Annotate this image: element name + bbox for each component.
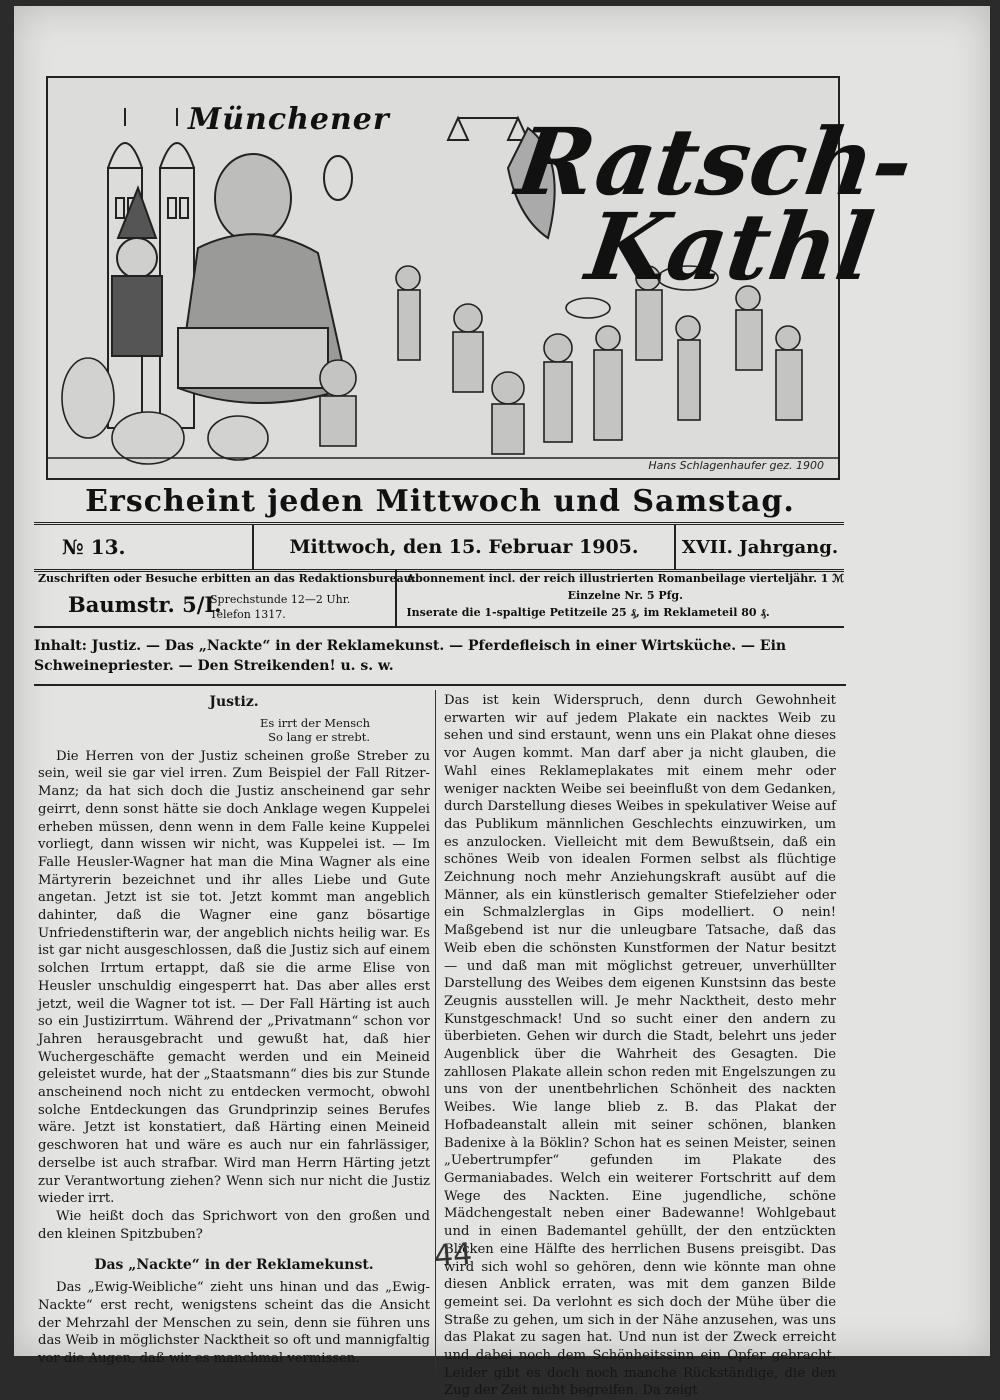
masthead-illustration [46, 76, 920, 480]
handwritten-page-number: 44 [432, 1236, 474, 1275]
article-justiz-title: Justiz. [209, 694, 259, 710]
newspaper-page [14, 6, 990, 1399]
column-left [38, 692, 430, 1368]
masthead-title-muenchener: Münchener [188, 102, 390, 137]
phone-text: Telefon 1317. [210, 608, 286, 621]
masthead-title-kathl: Kathl [580, 193, 880, 301]
motto-line-1: Es irrt der Mensch [260, 715, 370, 730]
issue-year: XVII. Jahrgang. [681, 536, 839, 558]
office-hours [210, 592, 350, 622]
article-nackte-title: Das „Nackte“ in der Reklamekunst. [94, 1257, 374, 1274]
issue-date: Mittwoch, den 15. Februar 1905. [254, 525, 676, 569]
masthead-signature: Hans Schlagenhaufer gez. 1900 [648, 459, 824, 472]
contact-line: Zuschriften oder Besuche erbitten an das Redaktionsbureau: [38, 572, 416, 585]
tagline: Erscheint jeden Mittwoch und Samstag. [85, 484, 795, 519]
motto-line-2: So lang er strebt. [268, 729, 370, 744]
table-of-contents: Inhalt: Justiz. — Das „Nackte“ in der Reklamekunst. — Pferdefleisch in einer Wirtsküche. — Ein Schweinepriester. — Den Streikenden! u. s. w. [34, 636, 846, 686]
masthead-title-ratsch: Ratsch- [510, 108, 920, 216]
ad-rates: Inserate die 1-spaltige Petitzeile 25 ₰, im Reklameteil 80 ₰. [406, 606, 770, 619]
issue-bar [34, 522, 844, 572]
info-bar [34, 570, 844, 628]
article-justiz-paragraph: Die Herren von der Justiz scheinen große Streber zu sein, weil sie gar viel irren. Zum Beispiel der Fall Ritzer-Manz; da hat sich doch die Justiz anscheinend gar sehr geirrt, denn sonst hätte sie doch Anklage wegen Kuppelei erheben müssen, denn wenn in dem Falle keine Kuppelei vorliegt, dann wissen wir nicht, was Kuppelei ist. — Im Falle Heusler-Wagner hat man die Mina Wagner als eine Märtyrerin bezeichnet und ihr alles Liebe und Gute angetan. Jetzt ist sie tot. Jetzt kommt man angeblich dahinter, daß die Wagner eine ganz bösartige Unfriedenstifterin war, der angeblich nichts heilig war. Es ist gar nicht ausgeschlossen, daß die Justiz sich auf einem solchen Irrtum ertappt, daß sie die arme Elise von Heusler unschuldig eingesperrt hat. Das aber alles erst jetzt, weil die Wagner tot ist. — Der Fall Härting ist auch so ein Justizirrtum. Während der „Privatmann“ schon vor Jahren herausgebracht und gewußt hat, daß hier Wuchergeschäfte gemacht werden und ein Meineid geleistet wurde, hat der „Staatsmann“ dies bis zur Stunde anscheinend noch nicht zu entdecken vermocht, obwohl solche Entdeckungen das Grundprinzip seines Berufes wäre. Jetzt ist konstatiert, daß Härting einen Meineid geschworen hat und wäre es auch nur ein fahrlässiger, derselbe ist auch strafbar. Wird man Herrn Härting jetzt zur Verantwortung ziehen? Wenn sich nur nicht die Justiz wieder irrt. [38, 748, 430, 1207]
subscription-price: Abonnement incl. der reich illustrierten Romanbeilage vierteljähr. 1 ℳ [406, 572, 844, 585]
pricing-info [397, 570, 844, 626]
office-hours-text: Sprechstunde 12—2 Uhr. [210, 593, 351, 606]
editorial-contact [34, 570, 416, 626]
article-nackte-paragraph-2: Das ist kein Widerspruch, denn durch Gewohnheit erwarten wir auf jedem Plakate ein nacktes Weib zu sehen und sind erstaunt, wenn uns ein Plakat ohne dieses vor Augen kommt. Man darf aber ja nicht glauben, die Wahl eines Reklameplakates mit einem mehr oder weniger nackten Weibe sei beeinflußt von dem Gedanken, durch Darstellung dieses Weibes in spekulativer Weise auf das Publikum männlichen Geschlechts einzuwirken, um es anzulocken. Vielleicht mit dem Bewußtsein, daß ein schönes Weib von idealen Formen selbst als flüchtige Zeichnung noch mehr Anziehungskraft ausübt auf die Männer, als ein künstlerisch gemalter Stiefelzieher oder ein Schmalzlerglas in Gips modelliert. O nein! Maßgebend ist nur die unleugbare Tatsache, daß das Weib eben die schönsten Kunstformen der Natur besitzt — und daß man mit möglichst getreuer, unverhüllter Darstellung des Weibes dem eigenen Kunstsinn das beste Zeugnis ausstellen will. Je mehr Nacktheit, desto mehr Kunstgeschmack! Und so sucht einer den andern zu überbieten. Gehen wir durch die Stadt, belehrt uns jeder Augenblick über die Wahrheit des Gesagten. Die zahllosen Plakate allein schon reden mit Engelszungen zu uns von der unentbehrlichen Schönheit des nackten Weibes. Wie lange blieb z. B. das Plakat der Hofbadeanstalt allein mit seiner schönen, blanken Badenixe à la Böklin? Schon hat es seinen Meister, seinen „Uebertrumpfer“ gefunden im Plakate des Germaniabades. Welch ein weiterer Fortschritt auf dem Wege des Nackten. Eine jugendliche, schöne Mädchengestalt neben einer Badewanne! Wohlgebaut und in einen Bademantel gehüllt, der den entzückten Blicken eine Hälfte des herrlichen Busens preisgibt. Das wird sich wohl so gehören, denn wie könnte man ohne diesen Anblick erraten, was mit dem ganzen Bilde gemeint sei. Da verlohnt es sich doch der Mühe über die Straße zu gehen, um sich in der Nähe anzusehen, was uns das Plakat zu sagen hat. Und nun ist der Zweck erreicht und dabei noch dem Schönheitssinn ein Opfer gebracht. Leider gibt es doch noch manche Rückständige, die den Zug der Zeit nicht begreifen. Da zeigt [444, 693, 836, 1399]
editorial-address: Baumstr. 5/I. [68, 592, 222, 617]
column-right [444, 692, 836, 1400]
issue-number: № 13. [34, 525, 254, 569]
single-issue-price: Einzelne Nr. 5 Pfg. [567, 589, 683, 602]
article-justiz-paragraph-2: Wie heißt doch das Sprichwort von den großen und den kleinen Spitzbuben? [38, 1208, 430, 1242]
article-justiz-motto [38, 716, 430, 744]
article-nackte-paragraph-1: Das „Ewig-Weibliche“ zieht uns hinan und das „Ewig-Nackte“ erst recht, wenigstens scheint das die Ansicht der Mehrzahl der Menschen zu sein, denn sie führen uns das Weib in möglichster Nacktheit so oft und mannigfaltig vor die Augen, daß wir es manchmal vermissen. [38, 1280, 430, 1366]
